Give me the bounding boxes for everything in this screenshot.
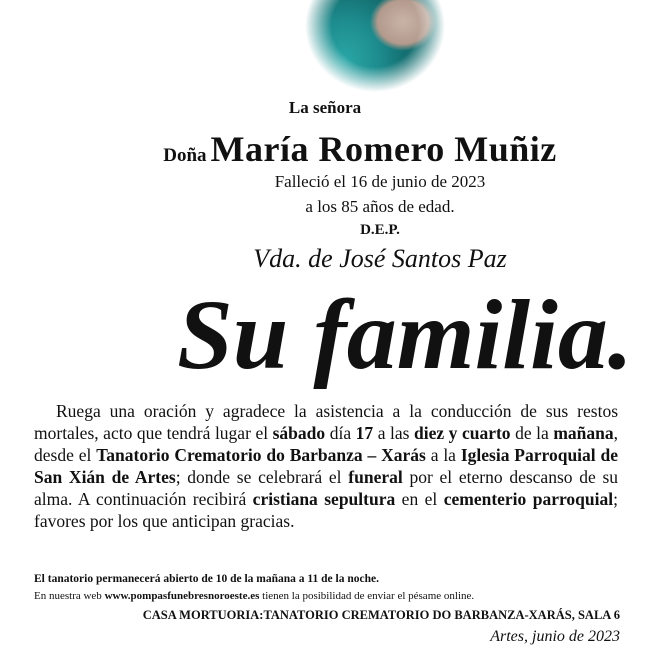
deceased-photo <box>305 0 445 92</box>
web-note <box>34 590 474 602</box>
death-date: Falleció el 16 de junio de 2023 <box>274 172 486 191</box>
web-note-text: tienen la posibilidad de enviar el pésame online. <box>262 590 475 602</box>
funeral-home-line <box>34 608 620 623</box>
body-text: ; donde se celebrará el <box>175 467 342 487</box>
body-text: por el eterno descanso de su alma. A continuación recibirá <box>34 467 619 509</box>
portrait-image <box>305 0 445 92</box>
body-morning: mañana <box>553 423 614 443</box>
body-text: día <box>329 423 352 443</box>
body-church: Iglesia Parroquial de San Xián de Artes <box>34 445 619 487</box>
family-heading: Su familia. <box>177 279 633 390</box>
body-day: sábado <box>272 423 326 443</box>
web-note-text: En nuestra web <box>34 590 102 602</box>
web-link[interactable]: www.pompasfunebresnoroeste.es <box>104 590 260 602</box>
body-text: de la <box>515 423 549 443</box>
funeral-home-value: TANATORIO CREMATORIO DO BARBANZA-XARÁS, SALA 6 <box>263 608 620 622</box>
body-text: a la <box>430 445 456 465</box>
body-time: diez y cuarto <box>413 423 511 443</box>
body-burial: cristiana sepultura <box>252 489 396 509</box>
place-date: Artes, junio de 2023 <box>490 628 620 645</box>
body-text: Ruega una oración y agradece la asistencia a la conducción de sus restos mortales, acto que tendrá lugar el <box>34 401 618 443</box>
body-text: en el <box>401 489 438 509</box>
age-line: a los 85 años de edad. <box>305 197 455 216</box>
deceased-name-line <box>50 128 650 170</box>
dep-label: D.E.P. <box>360 222 400 238</box>
body-funeral: funeral <box>348 467 403 487</box>
announcement-body <box>34 400 618 532</box>
body-text: ; favores por los que anticipan gracias. <box>34 489 618 531</box>
honorific: La señora <box>288 98 362 117</box>
body-text: , desde el <box>34 423 619 465</box>
body-date: 17 <box>355 423 374 443</box>
name-prefix: Doña <box>163 145 207 166</box>
body-cemetery: cementerio parroquial <box>443 489 614 509</box>
body-tanatorio: Tanatorio Crematorio do Barbanza – Xarás <box>96 445 426 465</box>
funeral-home-label: CASA MORTUORIA: <box>142 608 264 622</box>
deceased-name: María Romero Muñiz <box>210 129 557 169</box>
body-text: a las <box>377 423 410 443</box>
widow-line: Vda. de José Santos Paz <box>253 244 507 273</box>
opening-hours-note: El tanatorio permanecerá abierto de 10 de la mañana a 11 de la noche. <box>34 573 379 585</box>
